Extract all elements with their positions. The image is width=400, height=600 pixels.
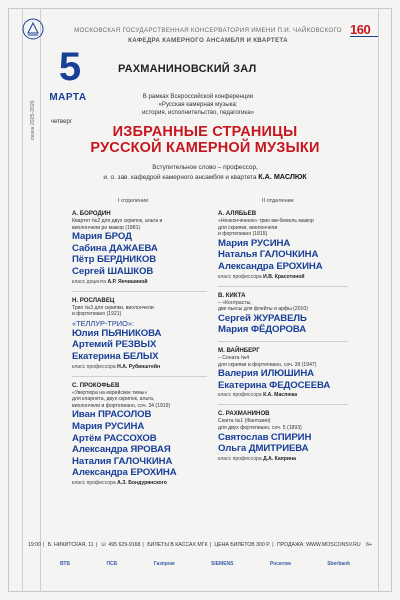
footer-info: 19:00 | Б. НИКИТСКАЯ, 11 | ☏ 495 629-9168 | БИЛЕТЫ В КАССАХ МГК | ЦЕНА БИЛЕТОВ 300 Р. | ПРОДАЖА: WWW.MOSCONSV.RU 6+ (27, 542, 373, 548)
class-teacher (72, 479, 207, 487)
part-two-label: II отделение (262, 198, 294, 204)
intro-line: Вступительное слово – профессор, (152, 164, 258, 171)
class-teacher (72, 363, 207, 371)
date-weekday: четверг (51, 119, 72, 125)
composer-name: А. БОРОДИН (72, 210, 111, 217)
teacher-name: К.А. Маслюка (263, 392, 298, 399)
class-teacher (218, 273, 348, 281)
work-title: Трио №3 для скрипки, виолончели (72, 304, 154, 311)
teacher-name: И.В. Красотиной (263, 273, 305, 280)
intro-speaker: К.А. МАСЛЮК (258, 171, 307, 181)
class-teacher (72, 278, 207, 286)
performer-name: Святослав СПИРИН (218, 431, 312, 443)
composer-name: В. КИКТА (218, 291, 246, 299)
conservatory-crest-icon (22, 18, 44, 40)
footer-price: ЦЕНА БИЛЕТОВ 300 Р. (214, 542, 271, 548)
performer-name: Ольга ДМИТРИЕВА (218, 443, 309, 455)
program-separator (218, 286, 348, 287)
performer-name: Александра ЕРОХИНА (72, 467, 177, 479)
program-separator (72, 376, 207, 377)
work-title: – «Контрасты, (218, 299, 252, 306)
poster-header (58, 26, 358, 46)
performer-name: Мария ФЁДОРОВА (218, 324, 307, 336)
class-prefix: класс профессора (218, 455, 262, 462)
title-line: РУССКОЙ КАМЕРНОЙ МУЗЫКИ (90, 140, 320, 156)
class-prefix: класс профессора (72, 479, 116, 486)
performer-name: Мария РУСИНА (218, 237, 291, 249)
class-teacher (218, 455, 348, 463)
program-item (72, 210, 207, 286)
decor-line (378, 8, 379, 592)
performer-name: Сабина ДАЖАЕВА (72, 242, 158, 254)
title-line: ИЗБРАННЫЕ СТРАНИЦЫ (112, 124, 298, 140)
work-title: и фортепиано (1815) (218, 231, 268, 238)
performer-name: Валерия ИЛЮШИНА (218, 368, 315, 380)
performer-name: Мария РУСИНА (72, 420, 145, 432)
work-title: виолончели и фортепиано, соч. 34 (1919) (72, 402, 171, 409)
anniversary-logo: 160 (350, 22, 371, 37)
program-item (218, 410, 348, 462)
performer-name: Сергей ШАШКОВ (72, 265, 154, 277)
program-item (72, 382, 207, 487)
footer-sale-link[interactable]: ПРОДАЖА: WWW.MOSCONSV.RU (277, 542, 361, 548)
conference-line: история, исполнительство, педагогика» (142, 109, 254, 116)
date-month: МАРТА (49, 92, 87, 103)
sponsor-logo: Sberbank (327, 561, 350, 567)
performer-name: Наталья ГАЛОЧКИНА (218, 249, 319, 261)
sponsor-logo: Росатом (269, 561, 291, 567)
program-item (72, 297, 207, 371)
part-one-label: I отделение (118, 198, 149, 204)
work-title: Сюита №1 (Фантазия) (218, 418, 271, 425)
sponsor-logo: ПСБ (106, 561, 118, 567)
department-name: КАФЕДРА КАМЕРНОГО АНСАМБЛЯ И КВАРТЕТА (128, 37, 288, 44)
intro-text (60, 164, 350, 182)
work-title: «Неоконченное» трио ми-бемоль мажор (218, 218, 314, 224)
performer-name: Александра ЯРОВАЯ (72, 444, 171, 456)
composer-name: А. АЛЯБЬЕВ (218, 210, 257, 217)
sponsor-logo: SIEMENS (210, 561, 234, 567)
class-teacher (218, 391, 348, 399)
teacher-name: А.Р. Янчишиной (107, 278, 148, 285)
program-separator (72, 291, 207, 292)
performer-name: Сергей ЖУРАВЕЛЬ (218, 312, 307, 324)
composer-name: Н. РОСЛАВЕЦ (72, 296, 115, 304)
work-title: для кларнета, двух скрипок, альта, (72, 396, 155, 403)
decor-line (22, 8, 23, 592)
institution-name: МОСКОВСКАЯ ГОСУДАРСТВЕННАЯ КОНСЕРВАТОРИЯ ИМЕНИ П.И. ЧАЙКОВСКОГО (74, 27, 342, 34)
footer-tickets: БИЛЕТЫ В КАССАХ МГК (147, 542, 208, 548)
program-separator (218, 404, 348, 405)
program-item (218, 292, 348, 336)
performer-name: Александра ЕРОХИНА (218, 260, 323, 272)
program-column-left (72, 210, 207, 492)
season-label: сезон 2025-2026 (30, 100, 36, 140)
concert-title (60, 124, 350, 156)
teacher-name: Д.А. Каприна (263, 455, 296, 462)
performer-name: Пётр БЕРДНИКОВ (72, 254, 157, 266)
conference-note (118, 93, 278, 117)
footer-time: 19:00 (27, 542, 41, 548)
age-rating: 6+ (366, 542, 373, 548)
work-title: «Увертюра на еврейские темы» (72, 389, 148, 396)
performer-name: Мария БРОД (72, 231, 132, 243)
program-item (218, 347, 348, 399)
conference-line: «Русская камерная музыка: (158, 101, 238, 108)
program-column-right (218, 210, 348, 468)
work-title: и фортепиано (1921) (72, 311, 122, 318)
sponsor-logos (60, 558, 350, 570)
work-title: для скрипки, виолончели (218, 224, 278, 231)
class-prefix: класс профессора (218, 273, 262, 280)
work-title: для двух фортепиано, соч. 5 (1893) (218, 424, 302, 431)
composer-name: М. ВАЙНБЕРГ (218, 346, 260, 354)
performer-name: Екатерина БЕЛЫХ (72, 350, 159, 362)
performer-name: Артемий РЕЗВЫХ (72, 339, 157, 351)
sponsor-logo: Газпром (153, 561, 175, 567)
class-prefix: класс профессора (72, 363, 116, 370)
intro-line (60, 173, 350, 183)
composer-name: С. ПРОКОФЬЕВ (72, 381, 120, 389)
work-title: виолончели ре мажор (1881) (72, 224, 141, 231)
work-title: Квартет №2 для двух скрипок, альта и (72, 218, 163, 224)
performer-name: Екатерина ФЕДОСЕЕВА (218, 379, 331, 391)
performer-name: Иван ПРАСОЛОВ (72, 409, 152, 421)
ensemble-name: «ТЕЛЛУР-ТРИО»: (72, 318, 135, 328)
program-item (218, 210, 348, 281)
performer-name: Юлия ПЬЯНИКОВА (72, 327, 162, 339)
composer-name: С. РАХМАНИНОВ (218, 410, 270, 418)
performer-name: Наталия ГАЛОЧКИНА (72, 455, 173, 467)
decor-line (40, 8, 41, 592)
teacher-name: Н.А. Рубинштейн (117, 363, 161, 370)
program-separator (218, 341, 348, 342)
date-day: 5 (58, 45, 82, 89)
footer-phone: ☏ 495 629-9168 (100, 542, 141, 548)
teacher-name: А.З. Бондурянского (117, 479, 167, 486)
performer-name: Артём РАССОХОВ (72, 432, 157, 444)
work-title: – Соната №4 (218, 354, 250, 361)
class-prefix: класс доцента (72, 278, 107, 285)
intro-role: и. о. зав. кафедрой камерного ансамбля и квартета (103, 173, 257, 181)
work-title: две пьесы для флейты и арфы (2010) (218, 306, 308, 313)
class-prefix: класс профессора (218, 392, 262, 399)
sponsor-logo: ВТБ (60, 561, 71, 567)
work-title: для скрипки и фортепиано, соч. 39 (1947) (218, 361, 317, 368)
conference-line: В рамках Всероссийской конференции (142, 93, 254, 100)
hall-name: РАХМАНИНОВСКИЙ ЗАЛ (118, 63, 257, 75)
footer-address: Б. НИКИТСКАЯ, 11 (47, 542, 94, 548)
